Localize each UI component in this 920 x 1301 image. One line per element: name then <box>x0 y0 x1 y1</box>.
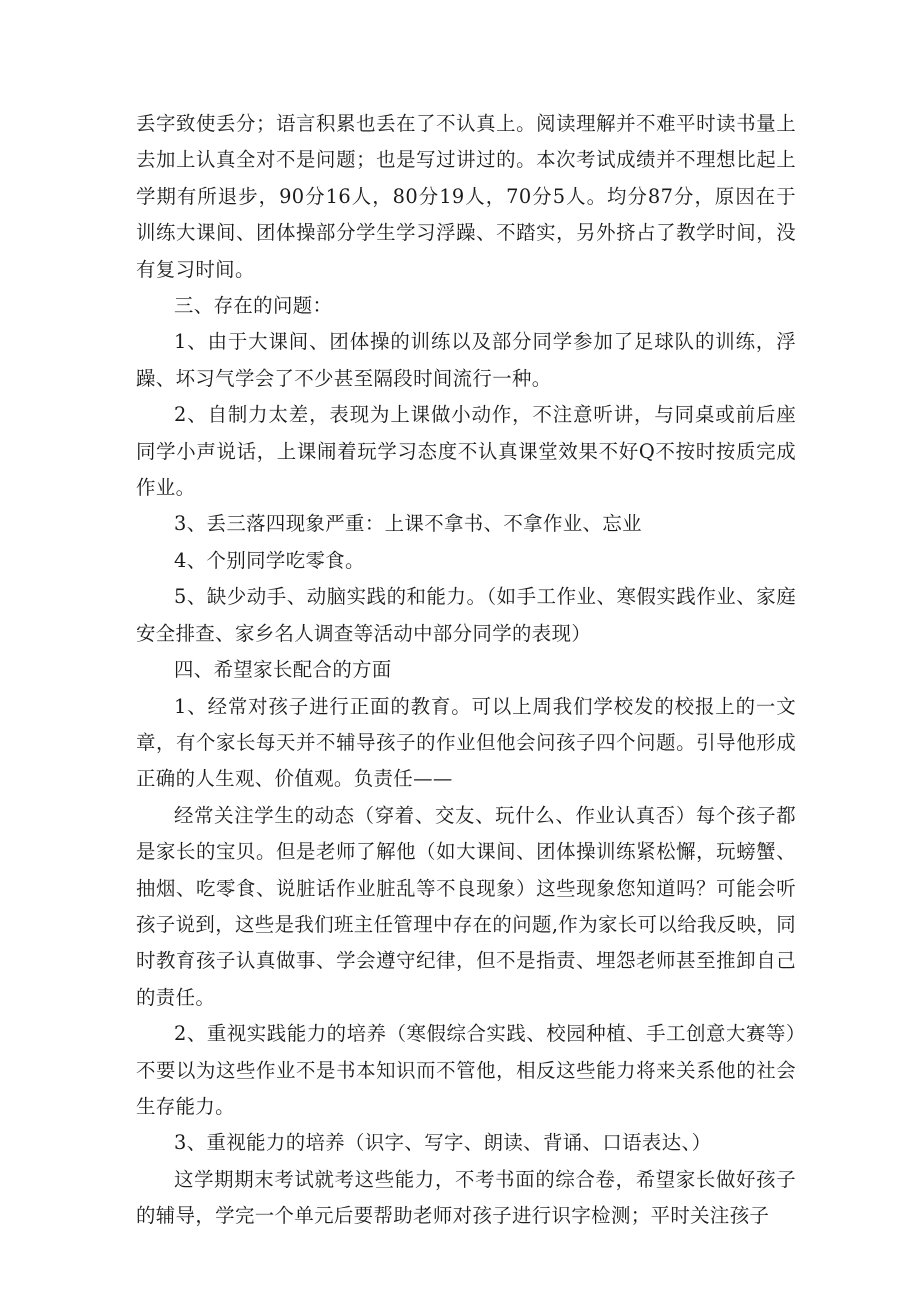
document-body <box>136 106 796 1235</box>
paragraph-final-exam: 这学期期末考试就考这些能力，不考书面的综合卷，希望家长做好孩子的辅导，学完一个单元后要帮助老师对孩子进行识字检测；平时关注孩子 <box>136 1167 796 1228</box>
problem-item-1: 1、由于大课间、团体操的训练以及部分同学参加了足球队的训练，浮躁、坏习气学会了不少甚至隔段时间流行一种。 <box>136 330 796 390</box>
cooperation-item-3: 3、重视能力的培养（识字、写字、朗读、背诵、口语表达、） <box>174 1131 712 1155</box>
heading-parent-cooperation: 四、希望家长配合的方面 <box>174 658 392 682</box>
problem-item-2: 2、自制力太差，表现为上课做小动作，不注意听讲，与同桌或前后座同学小声说话，上课闹着玩学习态度不认真课堂效果不好Q不按时按质完成作业。 <box>136 403 796 500</box>
problem-item-3: 3、丢三落四现象严重：上课不拿书、不拿作业、忘业 <box>174 512 642 536</box>
cooperation-item-1: 1、经常对孩子进行正面的教育。可以上周我们学校发的校报上的一文章，有个家长每天并不辅导孩子的作业但他会问孩子四个问题。引导他形成正确的人生观、价值观。负责任—— <box>136 694 796 791</box>
paragraph-exam-analysis: 丢字致使丢分；语言积累也丢在了不认真上。阅读理解并不难平时读书量上去加上认真全对不是问题；也是写过讲过的。本次考试成绩并不理想比起上学期有所退步，90分16人，80分19人，70分5人。均分87分，原因在于训练大课间、团体操部分学生学习浮躁、不踏实，另外挤占了教学时间，没有复习时间。 <box>136 112 796 281</box>
paragraph-student-dynamics: 经常关注学生的动态（穿着、交友、玩什么、作业认真否）每个孩子都是家长的宝贝。但是老师了解他（如大课间、团体操训练紧松懈，玩螃蟹、抽烟、吃零食、说脏话作业脏乱等不良现象）这些现象您知道吗？可能会听孩子说到，这些是我们班主任管理中存在的问题,作为家长可以给我反映，同时教育孩子认真做事、学会遵守纪律，但不是指责、埋怨老师甚至推卸自己的责任。 <box>136 803 796 1009</box>
problem-item-5: 5、缺少动手、动脑实践的和能力。（如手工作业、寒假实践作业、家庭安全排查、家乡名人调查等活动中部分同学的表现） <box>136 585 796 645</box>
problem-item-4: 4、个别同学吃零食。 <box>174 548 365 572</box>
cooperation-item-2: 2、重视实践能力的培养（寒假综合实践、校园种植、手工创意大赛等）不要以为这些作业不是书本知识而不管他，相反这些能力将来关系他的社会生存能力。 <box>136 1022 796 1118</box>
heading-existing-problems: 三、存在的问题： <box>174 294 333 318</box>
